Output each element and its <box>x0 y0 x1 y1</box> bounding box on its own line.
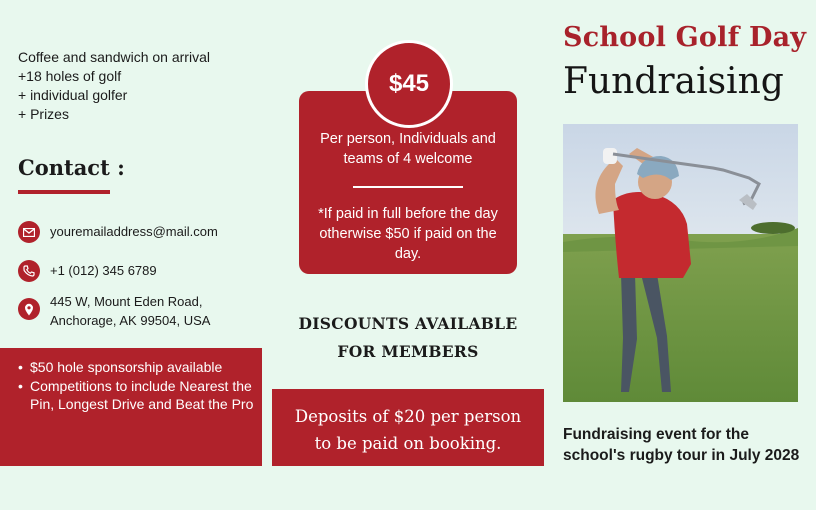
contact-heading-underline <box>18 190 110 194</box>
benefit-item: • Competitions to include Nearest the Pin, Longest Drive and Beat the Pro <box>18 377 254 414</box>
contact-address-row <box>18 292 210 330</box>
contact-heading: Contact : <box>18 155 125 180</box>
included-item: Coffee and sandwich on arrival <box>18 49 210 65</box>
deposit-box <box>272 389 544 466</box>
event-title: School Golf Day <box>563 22 807 53</box>
deposit-line-1: Deposits of $20 per person <box>294 407 522 426</box>
price-note: *If paid in full before the day otherwise $50 if paid on the day. <box>318 206 498 262</box>
discount-line-1: DISCOUNTS AVAILABLE <box>298 314 518 333</box>
mail-icon <box>18 221 40 243</box>
contact-email-row <box>18 221 218 243</box>
contact-address <box>50 292 210 330</box>
contact-phone-link[interactable]: +1 (012) 345 6789 <box>50 263 157 278</box>
discount-line-2: FOR MEMBERS <box>337 342 479 361</box>
address-line-2: Anchorage, AK 99504, USA <box>50 313 211 328</box>
discount-notice <box>280 310 536 366</box>
deposit-line-2: to be paid on booking. <box>314 434 502 453</box>
contact-phone-row <box>18 260 157 282</box>
address-line-1: 445 W, Mount Eden Road, <box>50 294 203 309</box>
included-item: + individual golfer <box>18 87 128 103</box>
price-divider <box>353 186 463 188</box>
event-subtitle: Fundraising <box>563 61 784 102</box>
golfer-photo <box>563 124 798 402</box>
phone-icon <box>18 260 40 282</box>
location-pin-icon <box>18 298 40 320</box>
price-description: Per person, Individuals and teams of 4 welcome <box>320 131 496 167</box>
included-item: +18 holes of golf <box>18 68 122 84</box>
event-description: Fundraising event for the school's rugby tour in July 2028 <box>563 426 800 464</box>
included-item: + Prizes <box>18 106 69 122</box>
benefits-box <box>0 348 262 466</box>
benefit-item: • $50 hole sponsorship available <box>18 358 254 377</box>
contact-email-link[interactable]: youremailaddress@mail.com <box>50 224 218 239</box>
included-items-list <box>18 48 278 124</box>
price-badge: $45 <box>365 40 453 128</box>
